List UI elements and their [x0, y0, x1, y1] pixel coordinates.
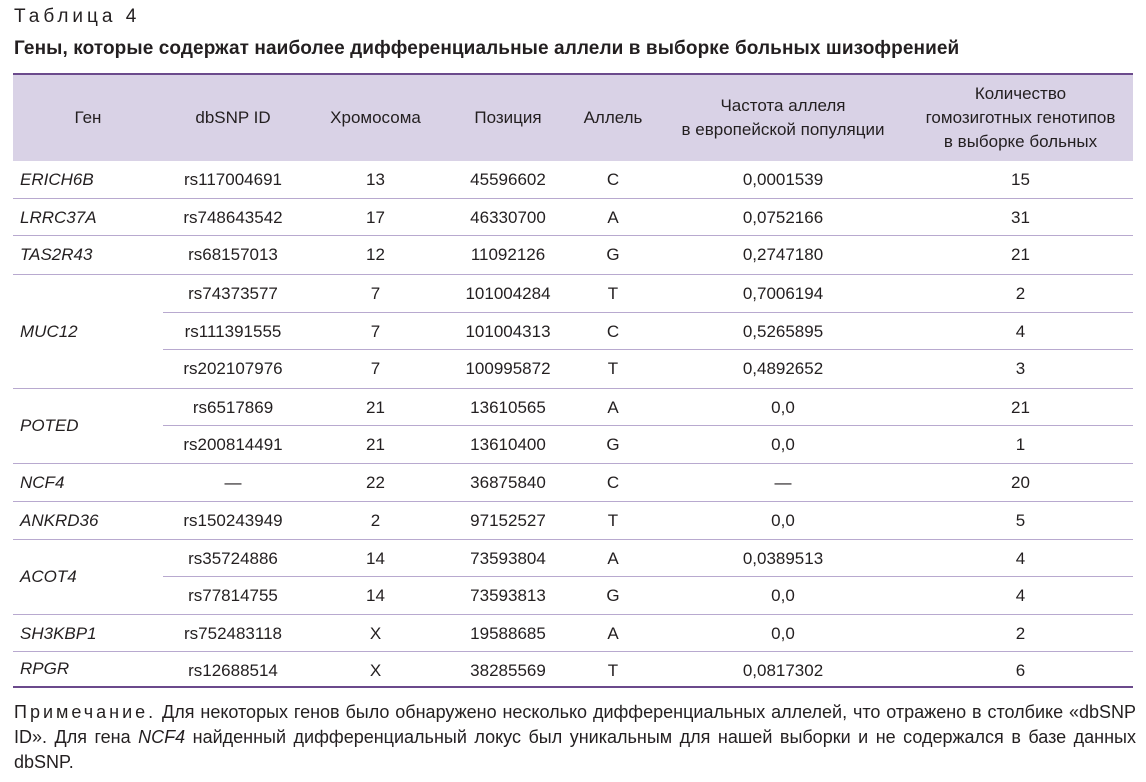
row-divider [13, 388, 1133, 389]
cell-allele: G [606, 434, 620, 454]
header-frequency-line1: Частота аллеля [720, 96, 846, 115]
cell-dbsnp: rs752483118 [184, 623, 282, 643]
row-divider [13, 198, 1133, 199]
table-row [13, 652, 1133, 689]
header-count [908, 75, 1133, 161]
note-lead: Примечание. [14, 702, 157, 722]
cell-dbsnp: rs111391555 [184, 321, 282, 341]
header-allele: Аллель [583, 108, 643, 127]
cell-allele: G [606, 244, 620, 264]
cell-position: 73593804 [470, 548, 546, 568]
table-row [13, 161, 1133, 198]
header-chromosome: Хромосома [330, 108, 421, 127]
cell-frequency: 0,0817302 [742, 660, 824, 680]
cell-count: 15 [1011, 169, 1030, 189]
cell-frequency: 0,4892652 [742, 358, 824, 378]
cell-count: 4 [1015, 548, 1026, 568]
subrow-divider [163, 349, 1133, 350]
cell-chromosome: 12 [366, 244, 385, 264]
cell-position: 45596602 [470, 169, 546, 189]
cell-chromosome: 7 [370, 358, 381, 378]
table-row [13, 313, 1133, 350]
table-row [13, 426, 1133, 463]
cell-frequency: — [774, 472, 792, 492]
cell-dbsnp: rs117004691 [184, 169, 282, 189]
cell-allele: A [607, 397, 619, 417]
header-count-line2: гомозиготных генотипов [925, 108, 1116, 127]
cell-dbsnp: rs77814755 [188, 585, 278, 605]
cell-gene: ERICH6B [13, 161, 163, 198]
cell-chromosome: 2 [370, 510, 381, 530]
cell-allele: T [607, 358, 619, 378]
cell-gene: LRRC37A [13, 199, 163, 236]
cell-chromosome: 22 [366, 472, 385, 492]
cell-chromosome: 21 [366, 434, 385, 454]
cell-dbsnp: rs12688514 [188, 660, 278, 680]
cell-count: 1 [1015, 434, 1026, 454]
cell-gene: RPGR [13, 652, 163, 686]
cell-count: 21 [1011, 397, 1030, 417]
cell-count: 3 [1015, 358, 1026, 378]
cell-gene: NCF4 [13, 464, 163, 501]
cell-gene: SH3KBP1 [13, 615, 163, 652]
cell-allele: T [607, 283, 619, 303]
cell-frequency: 0,0 [771, 623, 795, 643]
table-row [13, 464, 1133, 501]
cell-dbsnp: rs6517869 [192, 397, 274, 417]
cell-count: 4 [1015, 585, 1026, 605]
subrow-divider [163, 312, 1133, 313]
cell-frequency: 0,0001539 [742, 169, 824, 189]
table-row [13, 615, 1133, 652]
subrow-divider [163, 425, 1133, 426]
cell-allele: A [607, 548, 619, 568]
cell-count: 6 [1015, 660, 1026, 680]
row-divider [13, 614, 1133, 615]
data-table [13, 73, 1133, 688]
note-text-1: Для некоторых генов было обнаружено несколько дифференциальных аллелей, что отражено в столбике «dbSNP ID». Для гена [14, 702, 1136, 747]
cell-position: 36875840 [470, 472, 546, 492]
cell-count: 4 [1015, 321, 1026, 341]
cell-position: 13610400 [470, 434, 546, 454]
cell-frequency: 0,0 [771, 397, 795, 417]
cell-position: 101004284 [465, 283, 551, 303]
cell-frequency: 0,0389513 [742, 548, 824, 568]
cell-count: 2 [1015, 623, 1026, 643]
table-note [14, 700, 1136, 775]
row-divider [13, 501, 1133, 502]
table-row [13, 199, 1133, 236]
header-count-line3: в выборке больных [943, 132, 1098, 151]
table-row [13, 540, 1133, 577]
cell-allele: T [607, 660, 619, 680]
cell-allele: A [607, 623, 619, 643]
row-divider [13, 274, 1133, 275]
cell-position: 13610565 [470, 397, 546, 417]
row-divider [13, 235, 1133, 236]
cell-chromosome: 14 [366, 548, 385, 568]
table-title: Гены, которые содержат наиболее дифференциальные аллели в выборке больных шизофренией [14, 38, 960, 59]
cell-chromosome: 21 [366, 397, 385, 417]
note-gene: NCF4 [138, 727, 186, 747]
table-header [13, 75, 1133, 161]
cell-chromosome: 17 [366, 207, 385, 227]
header-frequency-line2: в европейской популяции [681, 120, 885, 139]
cell-count: 31 [1011, 207, 1030, 227]
cell-frequency: 0,0 [771, 585, 795, 605]
cell-allele: G [606, 585, 620, 605]
cell-position: 73593813 [470, 585, 546, 605]
cell-position: 19588685 [470, 623, 546, 643]
header-frequency [658, 75, 908, 161]
note-text-2: найденный дифференциальный локус был уникальным для нашей выборки и не содержался в базе данных dbSNP. [14, 727, 1136, 772]
cell-frequency: 0,0 [771, 434, 795, 454]
cell-gene: POTED [13, 389, 163, 463]
cell-allele: C [606, 472, 620, 492]
cell-frequency: 0,0752166 [742, 207, 824, 227]
table-row [13, 275, 1133, 312]
cell-allele: A [607, 207, 619, 227]
table-row [13, 502, 1133, 539]
cell-frequency: 0,7006194 [742, 283, 824, 303]
row-divider [13, 463, 1133, 464]
cell-allele: C [606, 321, 620, 341]
cell-dbsnp: rs200814491 [183, 434, 283, 454]
cell-position: 97152527 [470, 510, 546, 530]
cell-gene: ANKRD36 [13, 502, 163, 539]
header-dbsnp: dbSNP ID [195, 108, 271, 127]
cell-dbsnp: rs35724886 [188, 548, 278, 568]
header-count-line1: Количество [974, 84, 1067, 103]
cell-position: 38285569 [470, 660, 546, 680]
row-divider [13, 539, 1133, 540]
cell-gene: TAS2R43 [13, 236, 163, 274]
cell-position: 11092126 [470, 244, 546, 264]
cell-gene: ACOT4 [13, 540, 163, 614]
cell-dbsnp: rs748643542 [183, 207, 283, 227]
cell-allele: C [606, 169, 620, 189]
cell-dbsnp: rs68157013 [188, 244, 278, 264]
table-row [13, 236, 1133, 273]
cell-chromosome: X [369, 660, 382, 680]
cell-position: 46330700 [470, 207, 546, 227]
cell-frequency: 0,0 [771, 510, 795, 530]
table-row [13, 350, 1133, 387]
header-position: Позиция [474, 108, 542, 127]
header-gene: Ген [74, 108, 102, 127]
cell-position: 101004313 [465, 321, 551, 341]
cell-chromosome: 14 [366, 585, 385, 605]
cell-chromosome: 7 [370, 321, 381, 341]
cell-count: 20 [1011, 472, 1030, 492]
subrow-divider [163, 576, 1133, 577]
row-divider [13, 651, 1133, 652]
cell-dbsnp: rs202107976 [183, 358, 283, 378]
table-row [13, 389, 1133, 426]
cell-gene: MUC12 [13, 275, 163, 388]
cell-allele: T [607, 510, 619, 530]
cell-dbsnp: rs150243949 [183, 510, 283, 530]
cell-position: 100995872 [465, 358, 551, 378]
cell-chromosome: 13 [366, 169, 385, 189]
cell-count: 5 [1015, 510, 1026, 530]
cell-dbsnp: — [224, 472, 242, 492]
cell-frequency: 0,2747180 [742, 244, 824, 264]
cell-chromosome: 7 [370, 283, 381, 303]
table-label: Таблица 4 [14, 6, 141, 27]
cell-dbsnp: rs74373577 [188, 283, 278, 303]
cell-chromosome: X [369, 623, 382, 643]
table-row [13, 577, 1133, 614]
cell-count: 21 [1011, 244, 1030, 264]
cell-frequency: 0,5265895 [742, 321, 824, 341]
cell-count: 2 [1015, 283, 1026, 303]
